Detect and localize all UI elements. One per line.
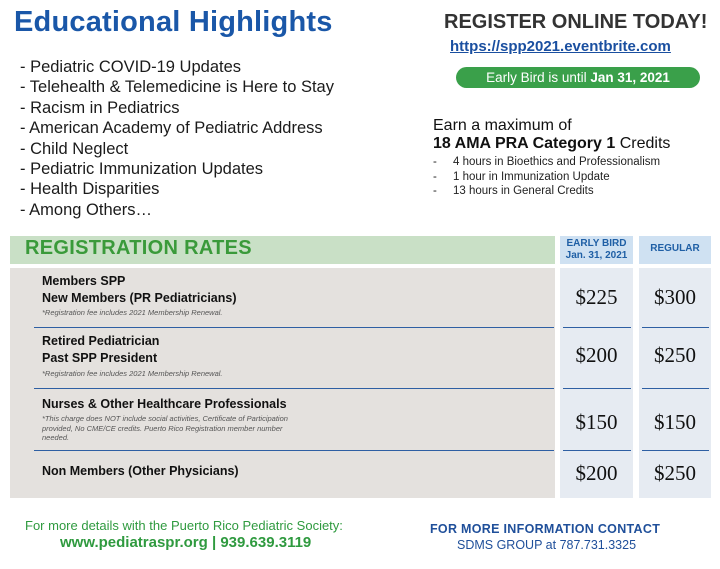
footer-website-phone[interactable]: www.pediatraspr.org | 939.639.3119	[60, 534, 312, 551]
row-separator	[34, 450, 554, 451]
early-bird-column-header	[560, 236, 633, 264]
early-bird-header-line2: Jan. 31, 2021	[565, 250, 628, 261]
register-link[interactable]: https://spp2021.eventbrite.com	[450, 38, 671, 55]
rates-title: REGISTRATION RATES	[25, 237, 252, 259]
price-separator	[563, 388, 631, 389]
row-separator	[34, 388, 554, 389]
row-1-note: *Registration fee includes 2021 Membership Renewal.	[42, 308, 223, 317]
highlights-list	[20, 57, 334, 220]
price-separator	[642, 327, 709, 328]
row-3-line1: Nurses & Other Healthcare Professionals	[42, 397, 287, 411]
early-bird-badge	[456, 67, 700, 88]
credits-list	[433, 155, 660, 199]
row-1-regular-price: $300	[654, 285, 696, 309]
footer-contact-heading: FOR MORE INFORMATION CONTACT	[430, 522, 661, 536]
row-2-regular-price: $250	[654, 343, 696, 367]
credit-item: - 1 hour in Immunization Update	[433, 170, 610, 183]
row-3-regular-price: $150	[654, 410, 696, 434]
highlight-item: - Racism in Pediatrics	[20, 98, 180, 117]
credit-item-text: 4 hours in Bioethics and Professionalism	[453, 156, 661, 168]
footer-contact-phone: SDMS GROUP at 787.731.3325	[457, 538, 637, 552]
footer-details-text: For more details with the Puerto Rico Pediatric Society:	[25, 518, 343, 533]
row-2-early-price: $200	[575, 343, 618, 367]
row-1-line1: Members SPP	[42, 274, 126, 288]
row-3-early-price: $150	[575, 410, 618, 434]
early-bird-header-line1: EARLY BIRD	[566, 238, 627, 249]
early-bird-prefix: Early Bird is until	[486, 70, 591, 85]
highlight-item: - Pediatric COVID-19 Updates	[20, 58, 242, 76]
row-2-line1: Retired Pediatrician	[42, 334, 160, 348]
row-3-note: *This charge does NOT include social activities, Certificate of Participation provided, No CME/CE credits. Puerto Rico Registration member number needed.	[42, 414, 288, 442]
credits-total-suffix: Credits	[615, 135, 671, 152]
highlight-item: - Child Neglect	[20, 139, 129, 158]
credits-heading: Earn a maximum of	[433, 117, 572, 134]
row-separator	[34, 327, 554, 328]
credit-item: - 13 hours in General Credits	[433, 185, 594, 197]
credits-total-bold: 18 AMA PRA Category 1	[433, 135, 616, 152]
register-title: REGISTER ONLINE TODAY!	[444, 11, 708, 33]
regular-column-header: REGULAR	[639, 236, 711, 264]
highlights-title: Educational Highlights	[14, 6, 333, 38]
highlight-item: - Health Disparities	[20, 180, 160, 199]
row-1-early-price: $225	[575, 285, 618, 309]
credit-item-text: 13 hours in General Credits	[453, 185, 594, 197]
row-2-line2: Past SPP President	[42, 351, 158, 365]
row-4-early-price: $200	[575, 461, 618, 485]
credits-total	[433, 135, 670, 153]
credit-item-text: 1 hour in Immunization Update	[453, 170, 610, 183]
early-bird-date: Jan 31, 2021	[590, 70, 670, 85]
price-separator	[563, 327, 631, 328]
row-2-note: *Registration fee includes 2021 Membership Renewal.	[42, 369, 223, 378]
price-separator	[642, 450, 709, 451]
highlight-item: - Pediatric Immunization Updates	[20, 160, 264, 179]
highlight-item: - American Academy of Pediatric Address	[20, 119, 323, 138]
credit-item: - 4 hours in Bioethics and Professionalism	[433, 156, 661, 168]
row-4-line1: Non Members (Other Physicians)	[42, 464, 239, 478]
row-1-line2: New Members (PR Pediatricians)	[42, 291, 237, 305]
price-separator	[563, 450, 631, 451]
row-4-regular-price: $250	[654, 461, 696, 485]
price-separator	[642, 388, 709, 389]
highlight-item: - Among Others…	[20, 200, 153, 219]
highlight-item: - Telehealth & Telemedicine is Here to Stay	[20, 78, 334, 97]
